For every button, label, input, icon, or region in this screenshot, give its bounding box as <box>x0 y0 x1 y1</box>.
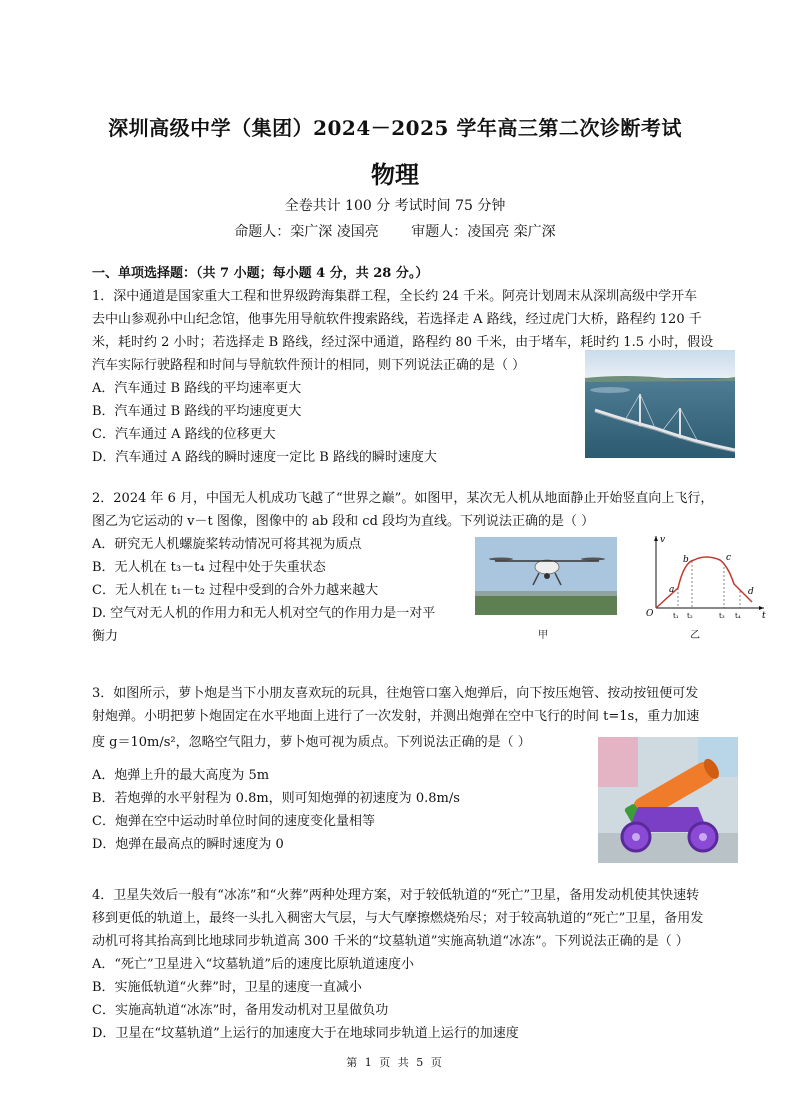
q3-option-d: D．炮弹在最高点的瞬时速度为 0 <box>92 837 284 852</box>
section-heading: 一、单项选择题：（共 7 小题；每小题 4 分，共 28 分。） <box>92 266 429 281</box>
graph-origin: O <box>646 609 654 619</box>
graph-t2: t₂ <box>687 612 693 620</box>
drone-photo <box>475 537 617 615</box>
figure-label-jia: 甲 <box>538 630 548 641</box>
q4-line: 动机可将其抬高到比地球同步轨道高 300 千米的“坟墓轨道”实施高轨道“冰冻”。下列说法正确的是（ ） <box>92 934 689 949</box>
q2-line: 图乙为它运动的 v－t 图像，图像中的 ab 段和 cd 段均为直线。下列说法正确的是（ ） <box>92 514 595 529</box>
graph-t-label: t <box>762 611 766 621</box>
graph-v-label: v <box>660 535 666 545</box>
q2-option-b: B．无人机在 t₃－t₄ 过程中处于失重状态 <box>92 560 326 575</box>
q3-line: 3．如图所示，萝卜炮是当下小朋友喜欢玩的玩具，往炮管口塞入炮弹后，向下按压炮管、按动按钮便可发 <box>92 686 699 701</box>
authors-line <box>0 221 790 241</box>
graph-t3: t₃ <box>719 612 725 620</box>
q1-option-b: B．汽车通过 B 路线的平均速度更大 <box>92 404 302 419</box>
subject-title: 物理 <box>371 160 419 189</box>
bridge-photo <box>585 350 735 458</box>
q1-line: 1．深中通道是国家重大工程和世界级跨海集群工程，全长约 24 千米。阿亮计划周末从深圳高级中学开车 <box>92 289 698 304</box>
q4-option-c: C．实施高轨道“冰冻”时，备用发动机对卫星做负功 <box>92 1003 389 1018</box>
q1-option-d: D．汽车通过 A 路线的瞬时速度一定比 B 路线的瞬时速度大 <box>92 450 437 465</box>
q1-option-a: A．汽车通过 B 路线的平均速率更大 <box>92 381 302 396</box>
page-footer: 第 1 页 共 5 页 <box>346 1056 444 1069</box>
q1-line: 汽车实际行驶路程和时间与导航软件预计的相同，则下列说法正确的是（ ） <box>92 358 526 373</box>
q3-option-b: B．若炮弹的水平射程为 0.8m，则可知炮弹的初速度为 0.8m/s <box>92 791 460 806</box>
vt-graph <box>640 530 770 622</box>
q1-option-c: C．汽车通过 A 路线的位移更大 <box>92 427 276 442</box>
q2-option-d: D. 空气对无人机的作用力和无人机对空气的作用力是一对平 <box>92 606 436 621</box>
q3-line: 度 g＝10m/s²，忽略空气阻力，萝卜炮可视为质点。下列说法正确的是（ ） <box>92 735 531 750</box>
toy-cannon-photo <box>598 737 738 863</box>
q2-line: 2．2024 年 6 月，中国无人机成功飞越了“世界之巅”。如图甲，某次无人机从地面静止开始竖直向上飞行， <box>92 491 714 506</box>
graph-point-d: d <box>748 587 754 597</box>
q4-option-d: D．卫星在“坟墓轨道”上运行的加速度大于在地球同步轨道上运行的加速度 <box>92 1026 519 1041</box>
figure-label-yi: 乙 <box>690 630 700 641</box>
graph-point-a: a <box>669 585 675 595</box>
graph-t4: t₄ <box>735 612 741 620</box>
exam-title: 深圳高级中学（集团）2024－2025 学年高三第二次诊断考试 <box>108 116 682 140</box>
q3-line: 射炮弹。小明把萝卜炮固定在水平地面上进行了一次发射，并测出炮弹在空中飞行的时间 t=1s，重力加速 <box>92 709 700 724</box>
graph-t1: t₁ <box>673 612 679 620</box>
setter: 命题人：栾广深 凌国亮 <box>234 224 379 240</box>
q4-option-b: B．实施低轨道“火葬”时，卫星的速度一直减小 <box>92 980 362 995</box>
q2-option-c: C．无人机在 t₁－t₂ 过程中受到的合外力越来越大 <box>92 583 379 598</box>
q3-option-a: A．炮弹上升的最大高度为 5m <box>92 768 270 783</box>
reviewer: 审题人：凌国亮 栾广深 <box>411 224 556 240</box>
q2-option-d-cont: 衡力 <box>92 629 119 644</box>
q1-line: 米，耗时约 2 小时；若选择走 B 路线，经过深中通道，路程约 80 千米，由于堵车，耗时约 1.5 小时，假设 <box>92 335 714 350</box>
q4-option-a: A．“死亡”卫星进入“坟墓轨道”后的速度比原轨道速度小 <box>92 957 414 972</box>
q4-line: 4．卫星失效后一般有“冰冻”和“火葬”两种处理方案，对于较低轨道的“死亡”卫星，备用发动机使其快速转 <box>92 888 700 903</box>
exam-info: 全卷共计 100 分 考试时间 75 分钟 <box>284 198 506 214</box>
graph-point-c: c <box>726 553 732 563</box>
q1-line: 去中山参观孙中山纪念馆，他事先用导航软件搜索路线，若选择走 A 路线，经过虎门大桥，路程约 120 千 <box>92 312 702 327</box>
graph-point-b: b <box>683 555 689 565</box>
q3-option-c: C．炮弹在空中运动时单位时间的速度变化量相等 <box>92 814 375 829</box>
q4-line: 移到更低的轨道上，最终一头扎入稠密大气层，与大气摩擦燃烧殆尽；对于较高轨道的“死亡”卫星，备用发 <box>92 911 704 926</box>
q2-option-a: A．研究无人机螺旋桨转动情况可将其视为质点 <box>92 537 362 552</box>
